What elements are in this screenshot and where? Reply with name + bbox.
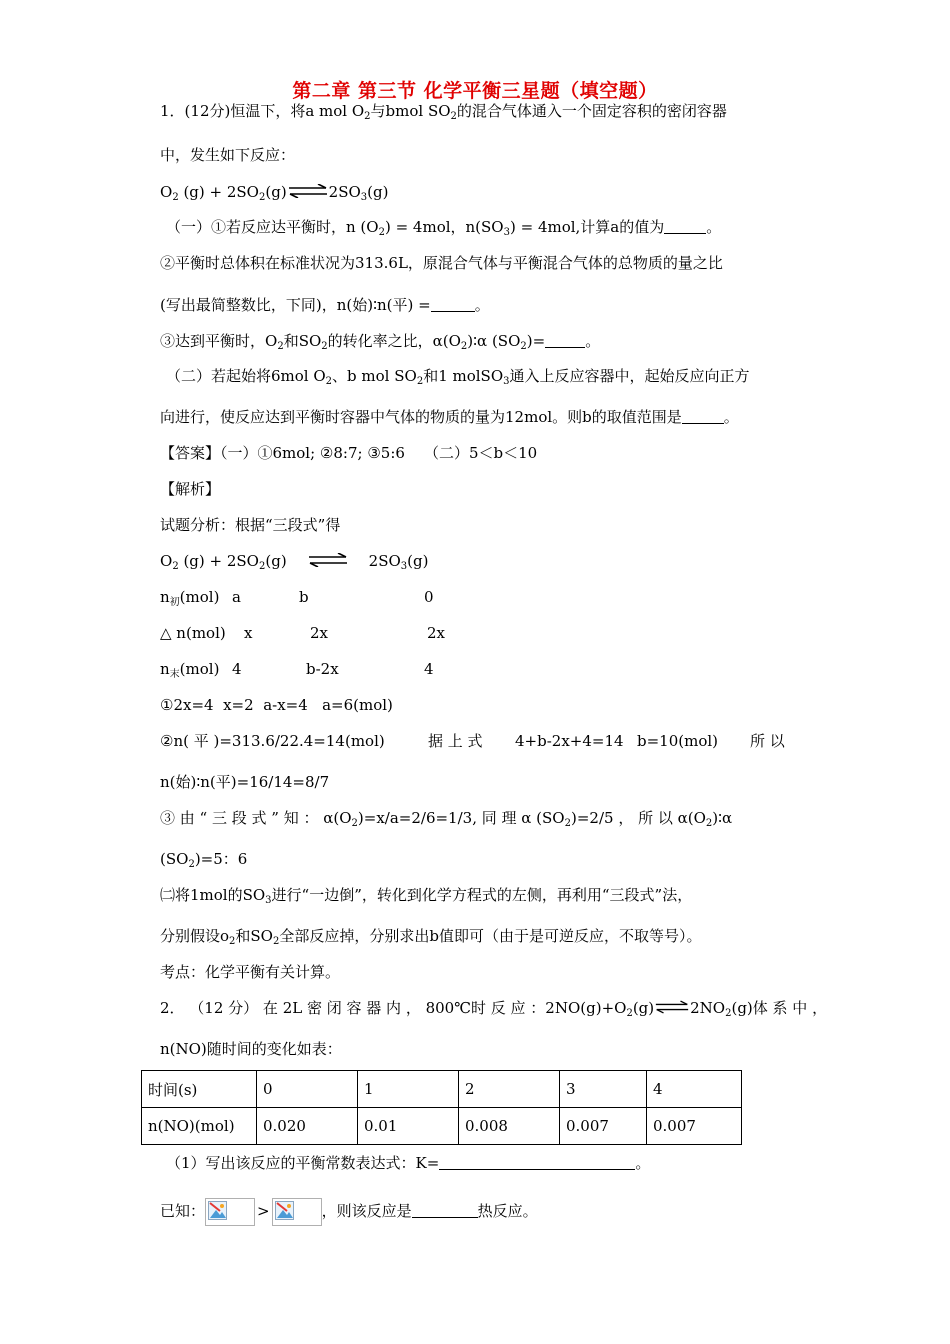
calc-step2-a: ②n( 平 )=313.6/22.4=14(mol) [160, 732, 385, 750]
answer-blank[interactable] [682, 409, 724, 424]
broken-image-icon [205, 1198, 255, 1226]
calc-step3: ③ 由 “ 三 段 式 ” 知 ： $\alpha(O_2)=x/a=2/6=1/3$, 同 理 α $(SO_2)=2/5$ ， 所 以 $\alpha(O_2)∶\alpha$ [160, 809, 733, 829]
table-row [142, 1108, 742, 1145]
answer-blank[interactable] [664, 219, 706, 234]
table-cell: 4 [647, 1071, 742, 1108]
calc-step4: ㈡将1mol的$SO_3$进行“一边倒”，转化到化学方程式的左侧，再利用“三段式”法， [160, 886, 693, 906]
no-time-table [141, 1070, 742, 1145]
table-cell: n(NO)(mol) [142, 1108, 257, 1145]
stage-row-delta: △ n(mol) [160, 624, 226, 642]
broken-image-icon [272, 1198, 322, 1226]
table-cell: 0 [257, 1071, 358, 1108]
stage-cell: a [232, 588, 241, 606]
stage-row-initial: $n_初(mol)$ [160, 588, 220, 608]
stage-cell: 0 [424, 588, 434, 606]
q1-part2-line1: ②平衡时总体积在标准状况为313.6L，原混合气体与平衡混合气体的总物质的量之比 [160, 254, 723, 272]
answer-blank[interactable] [431, 297, 475, 312]
answer-blank[interactable] [545, 333, 585, 348]
q2-intro: 2． （12 分） 在 2L 密 闭 容 器 内 ， 800℃时 反 应 ：$2NO(g)+O_2(g)$ $2NO_2(g)$体 系 中 ， [160, 999, 828, 1019]
q1-part4-line1: （二）若起始将6mol $O_2$、b mol $SO_2$和1 molSO$_3$通入上反应容器中，起始反应向正方 [166, 367, 750, 387]
analysis-equation: $O_2$ $(g) + 2SO_2(g)$ $2SO_3(g)$ [160, 552, 429, 572]
table-cell: 3 [560, 1071, 647, 1108]
q2-known: 已知： > ，则该反应是 热反应。 [160, 1198, 538, 1226]
analysis-heading: 【解析】 [160, 480, 221, 498]
answer-blank[interactable] [412, 1203, 478, 1218]
stage-cell: b-2x [306, 660, 339, 678]
calc-step4-b: 分别假设$o_2$和$SO_2$全部反应掉，分别求出b值即可（由于是可逆反应，不取等号）。 [160, 927, 702, 947]
page-title: 第二章 第三节 化学平衡三星题（填空题） [292, 80, 658, 102]
calc-step1: ①2x=4 x=2 a-x=4 a=6(mol) [160, 696, 393, 714]
stage-cell: 2x [310, 624, 329, 642]
calc-step2-b: 据 上 式 [428, 732, 483, 750]
analysis-intro: 试题分析：根据“三段式”得 [160, 516, 341, 534]
calc-step2-d: b=10(mol) [637, 732, 719, 750]
table-cell: 0.007 [560, 1108, 647, 1145]
equilibrium-arrow-icon [288, 184, 328, 198]
q1-part2-line2: (写出最简整数比，下同)，n(始)∶n(平) = 。 [160, 296, 490, 314]
table-cell: 0.007 [647, 1108, 742, 1145]
table-cell: 时间(s) [142, 1071, 257, 1108]
q2-intro2: n(NO)随时间的变化如表： [160, 1040, 342, 1058]
table-cell: 2 [459, 1071, 560, 1108]
answer-blank[interactable] [439, 1155, 635, 1170]
kaodian: 考点：化学平衡有关计算。 [160, 963, 341, 981]
q1-part3: ③达到平衡时，$O_2$和$SO_2$的转化率之比，$\alpha(O_2)∶\alpha$ $(SO_2)=$ 。 [160, 332, 601, 352]
table-cell: 0.008 [459, 1108, 560, 1145]
calc-step2-c: 4+b-2x+4=14 [515, 732, 624, 750]
q1-intro-line2: 中，发生如下反应： [160, 146, 296, 164]
q1-answer: 【答案】（一）①6mol; ②8:7; ③5:6 （二）5＜b＜10 [160, 444, 538, 462]
table-cell: 1 [358, 1071, 459, 1108]
q2-part1: （1）写出该反应的平衡常数表达式：K= 。 [166, 1154, 651, 1172]
q1-intro-line: 1．(12分)恒温下，将a mol $O_2$与bmol $SO_2$的混合气体通入一个固定容积的密闭容器 [160, 102, 727, 122]
stage-cell: 4 [232, 660, 242, 678]
table-cell: 0.020 [257, 1108, 358, 1145]
equilibrium-arrow-icon [655, 1000, 689, 1014]
stage-cell: b [299, 588, 309, 606]
stage-cell: 4 [424, 660, 434, 678]
calc-step3-b: $(SO_2)=5$：6 [160, 850, 248, 870]
equilibrium-arrow-icon [308, 553, 348, 567]
calc-step2-e: 所 以 [750, 732, 785, 750]
calc-step2-f: n(始)∶n(平)=16/14=8/7 [160, 773, 330, 791]
stage-cell: 2x [427, 624, 446, 642]
q1-part4-line2: 向进行，使反应达到平衡时容器中气体的物质的量为12mol。则b的取值范围是 。 [160, 408, 739, 426]
table-header-row [142, 1071, 742, 1108]
q1-part1: （一）①若反应达平衡时，n $(O_2) = 4mol$，$n(SO_3) = 4mol$,计算a的值为 。 [166, 218, 722, 238]
stage-row-final: $n_末(mol)$ [160, 660, 220, 680]
table-cell: 0.01 [358, 1108, 459, 1145]
q1-equation: $O_2$ $(g) + 2SO_2(g)$ $2SO_3(g)$ [160, 183, 389, 203]
stage-cell: x [244, 624, 253, 642]
